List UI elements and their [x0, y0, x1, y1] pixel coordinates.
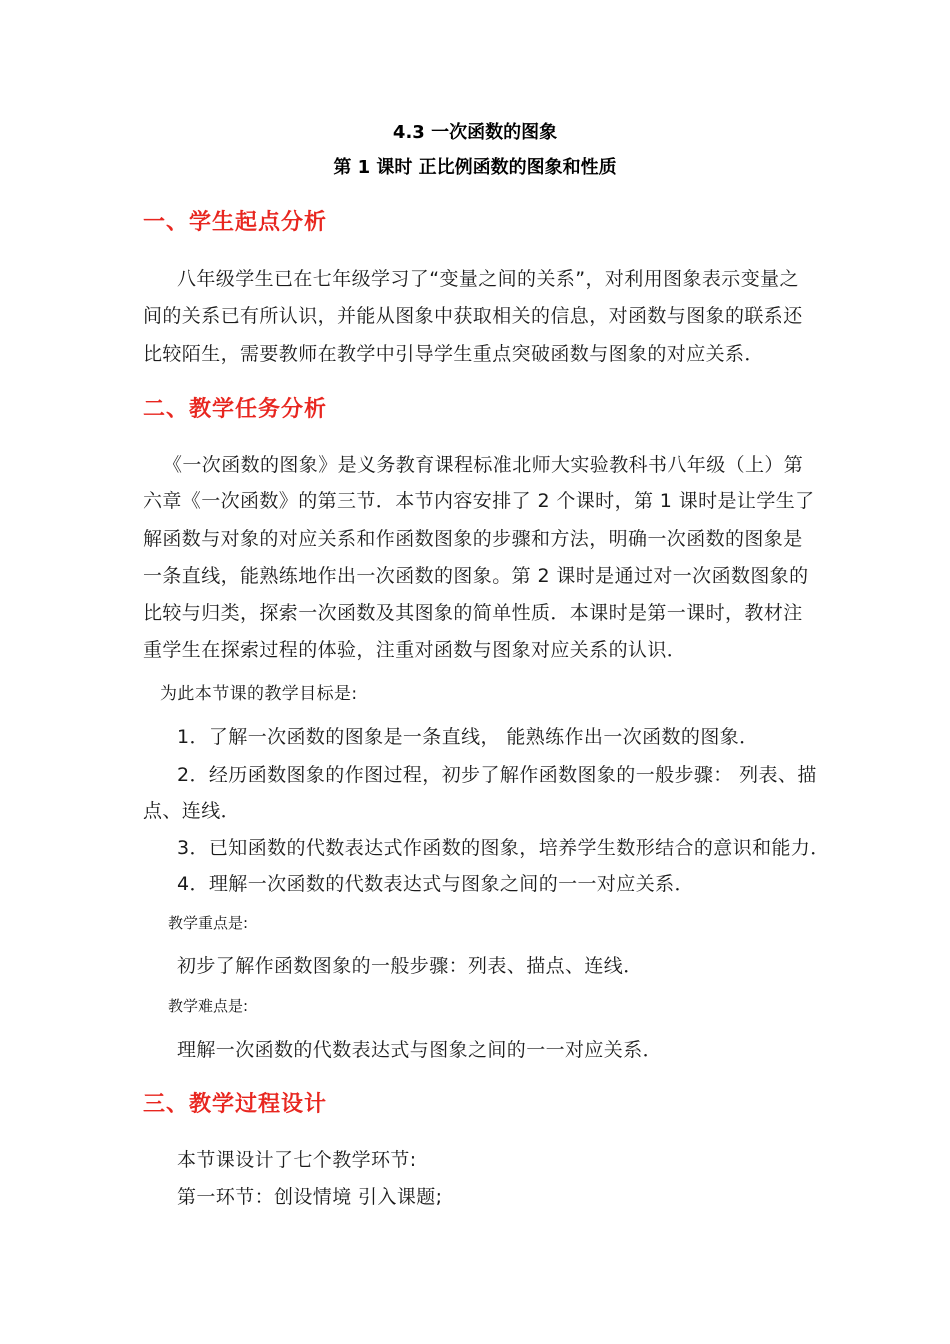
paragraph-line: 重学生在探索过程的体验，注重对函数与图象对应关系的认识． [143, 639, 687, 661]
difficult-point-label: 教学难点是: [168, 997, 249, 1015]
goal-item-2: 2．经历函数图象的作图过程，初步了解作函数图象的一般步骤： 列表、描 [177, 764, 817, 786]
goal-item-2-continued: 点、连线． [143, 800, 241, 822]
paragraph-line: 间的关系已有所认识，并能从图象中获取相关的信息，对函数与图象的联系还 [143, 305, 803, 327]
goal-intro: 为此本节课的教学目标是: [160, 684, 358, 704]
paragraph-line: 《一次函数的图象》是义务教育课程标准北师大实验教科书八年级（上）第 [163, 454, 804, 476]
paragraph-line: 比较与归类，探索一次函数及其图象的简单性质．本课时是第一课时，教材注 [143, 602, 803, 624]
paragraph-line: 一条直线，能熟练地作出一次函数的图象。第 2 课时是通过对一次函数图象的 [143, 565, 809, 587]
paragraph-line: 比较陌生，需要教师在教学中引导学生重点突破函数与图象的对应关系． [143, 343, 764, 365]
goal-item-3: 3．已知函数的代数表达式作函数的图象，培养学生数形结合的意识和能力． [177, 837, 830, 859]
paragraph-line: 第一环节：创设情境 引入课题; [177, 1186, 443, 1208]
goal-item-4: 4．理解一次函数的代数表达式与图象之间的一一对应关系． [177, 873, 694, 895]
document-title: 4.3 一次函数的图象 [392, 122, 558, 143]
goal-item-1: 1．了解一次函数的图象是一条直线， 能熟练作出一次函数的图象． [177, 726, 759, 748]
key-point-label: 教学重点是: [168, 914, 249, 932]
paragraph-line: 解函数与对象的对应关系和作函数图象的步骤和方法，明确一次函数的图象是 [143, 528, 803, 550]
section-heading-1: 一、学生起点分析 [143, 210, 328, 235]
section-heading-3: 三、教学过程设计 [143, 1092, 328, 1117]
section-heading-2: 二、教学任务分析 [143, 397, 328, 422]
paragraph-line: 八年级学生已在七年级学习了“变量之间的关系”，对利用图象表示变量之 [177, 268, 799, 290]
paragraph-line: 本节课设计了七个教学环节: [177, 1149, 417, 1171]
difficult-point-text: 理解一次函数的代数表达式与图象之间的一一对应关系． [177, 1039, 663, 1061]
paragraph-line: 六章《一次函数》的第三节．本节内容安排了 2 个课时，第 1 课时是让学生了 [143, 490, 815, 512]
document-subtitle: 第 1 课时 正比例函数的图象和性质 [333, 157, 617, 178]
key-point-text: 初步了解作函数图象的一般步骤：列表、描点、连线． [177, 955, 643, 977]
